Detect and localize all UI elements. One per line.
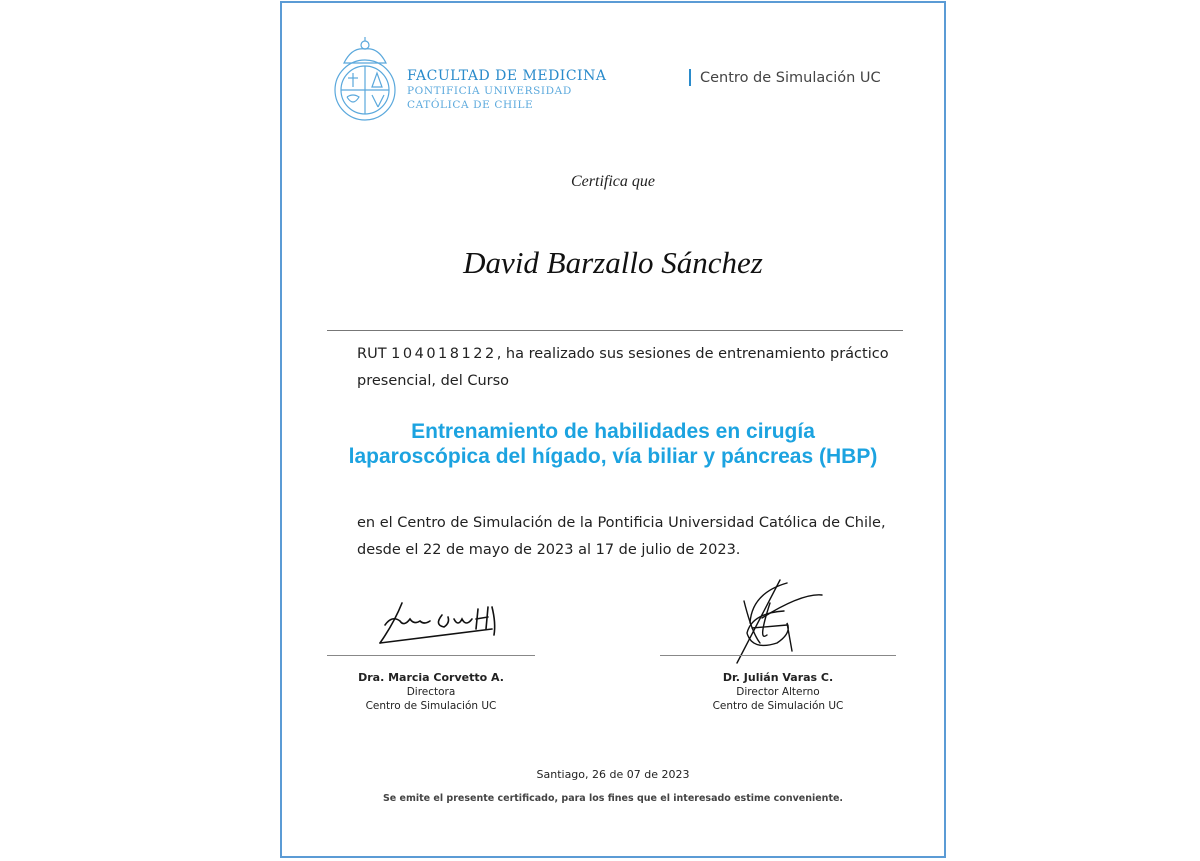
signatory-name: Dra. Marcia Corvetto A. <box>358 671 504 684</box>
paragraph-location-dates: en el Centro de Simulación de la Pontificia Universidad Católica de Chile, desde el 22 de mayo de 2023 al 17 de julio de 2023. <box>357 515 886 558</box>
recipient-name: David Barzallo Sánchez <box>463 245 763 280</box>
rut-value: 104018122 <box>391 346 497 362</box>
signatory-organization: Centro de Simulación UC <box>365 700 497 712</box>
center-name: Centro de Simulación UC <box>700 69 881 86</box>
place-and-date: Santiago, 26 de 07 de 2023 <box>536 768 690 781</box>
signatory-alternate-director <box>660 671 896 713</box>
issuance-statement: Se emite el presente certificado, para los fines que el interesado estime conveniente. <box>382 793 844 804</box>
certifies-intro: Certifica que <box>571 173 655 190</box>
signatory-director <box>326 671 536 713</box>
signature-line-right <box>660 655 896 656</box>
university-name-line1: PONTIFICIA UNIVERSIDAD <box>407 85 572 97</box>
paragraph1-text: , ha realizado sus sesiones de entrenamiento práctico presencial, del Curso <box>357 346 889 389</box>
course-title-line1: Entrenamiento de habilidades en cirugía <box>411 420 815 443</box>
signatory-name: Dr. Julián Varas C. <box>722 671 834 684</box>
signatory-role: Directora <box>406 686 456 698</box>
course-title-line2: laparoscópica del hígado, vía biliar y páncreas (HBP) <box>348 445 878 468</box>
certificate <box>280 1 946 858</box>
signatory-organization: Centro de Simulación UC <box>712 700 844 712</box>
signatory-role: Director Alterno <box>736 686 820 698</box>
faculty-name: FACULTAD DE MEDICINA <box>407 68 607 84</box>
rut-label: RUT <box>357 346 387 362</box>
signature-line-left <box>327 655 535 656</box>
university-name-line2: CATÓLICA DE CHILE <box>407 99 534 111</box>
